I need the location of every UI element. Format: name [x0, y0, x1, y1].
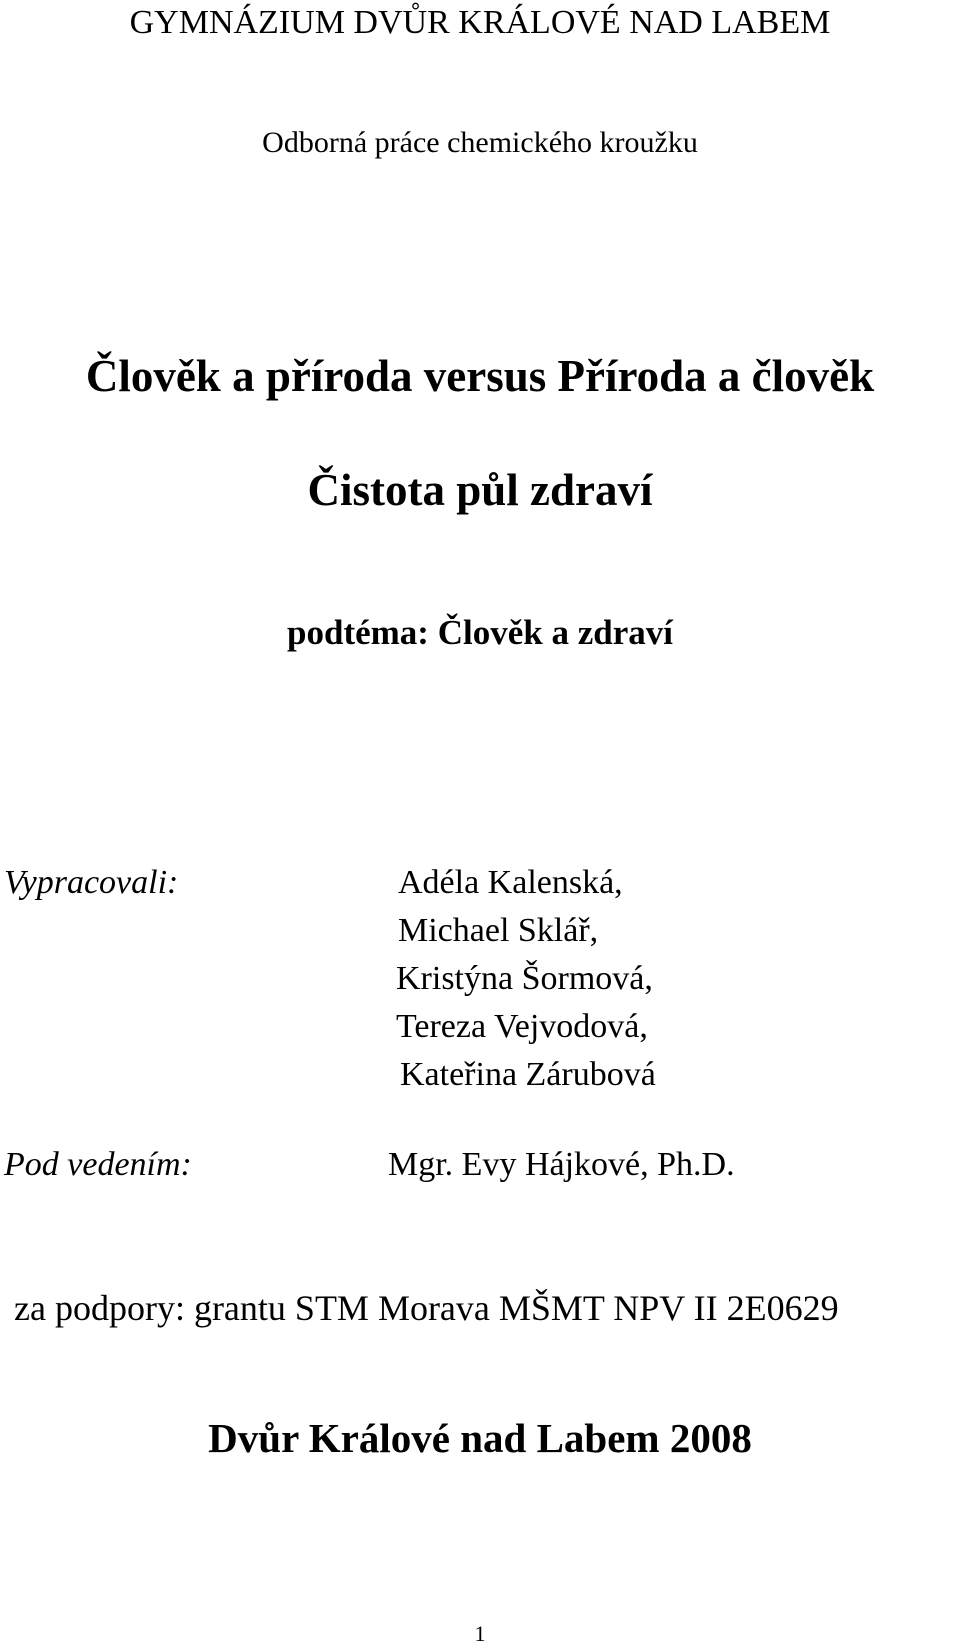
page-number: 1 [474, 1621, 486, 1646]
theme-title: Čistota půl zdraví [307, 465, 653, 515]
authors-label: Vypracovali: [4, 864, 179, 901]
school-name: GYMNÁZIUM DVŮR KRÁLOVÉ NAD LABEM [129, 4, 831, 41]
supervisor-name: Mgr. Evy Hájkové, Ph.D. [388, 1146, 735, 1183]
supervisor-label: Pod vedením: [4, 1146, 192, 1183]
place-and-year: Dvůr Králové nad Labem 2008 [208, 1415, 752, 1461]
author-name: Kristýna Šormová, [396, 960, 653, 997]
document-subtitle: Odborná práce chemického kroužku [262, 126, 698, 159]
author-name: Kateřina Zárubová [400, 1056, 656, 1093]
author-name: Adéla Kalenská, [398, 864, 623, 901]
author-name: Tereza Vejvodová, [396, 1008, 648, 1045]
grant-support: za podpory: grantu STM Morava MŠMT NPV II 2E0629 [14, 1288, 839, 1328]
main-title: Člověk a příroda versus Příroda a člověk [85, 351, 875, 401]
author-name: Michael Sklář, [398, 912, 599, 949]
subtheme-title: podtéma: Člověk a zdraví [287, 613, 673, 652]
